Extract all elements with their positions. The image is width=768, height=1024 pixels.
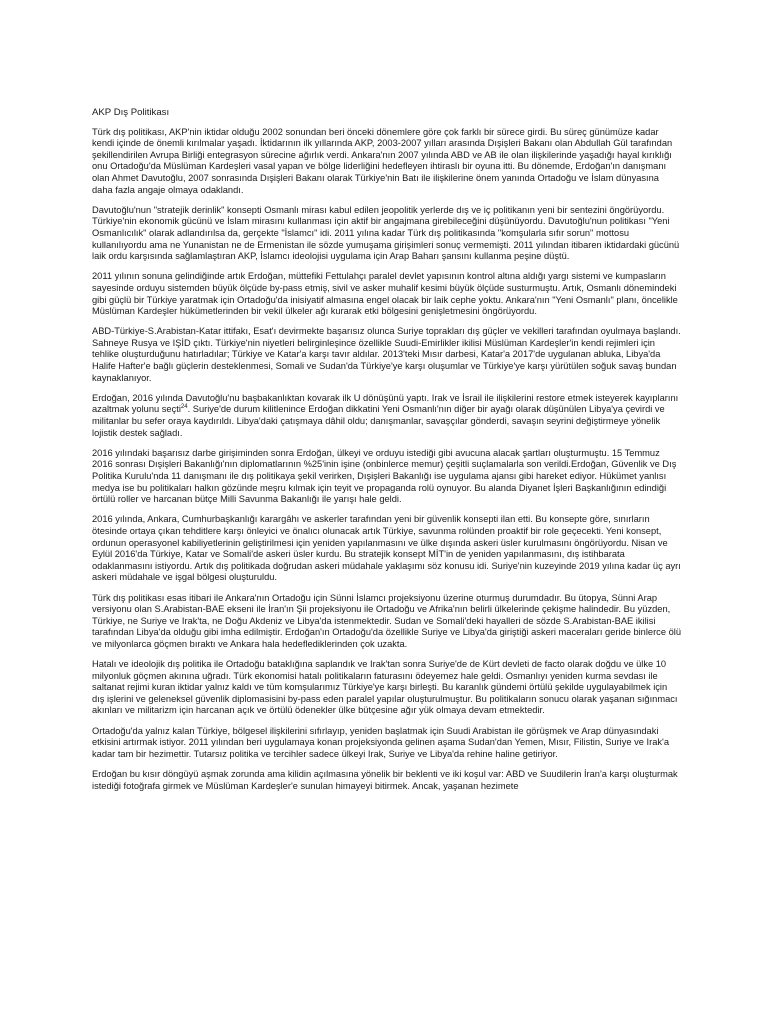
document-title: AKP Dış Politikası (92, 107, 170, 118)
paragraph-5-text: Erdoğan, 2016 yılında Davutoğlu'nu başbakanlıktan kovarak ilk U dönüşünü yaptı. Irak ve İsrail ile ilişkilerini restore etmek isteyerek kayıplarını azaltmak yolunu seçti (92, 392, 679, 415)
paragraph-4: ABD-Türkiye-S.Arabistan-Katar ittifakı, Esat'ı devirmekte başarısız olunca Suriye toprakları dış güçler ve vekilleri tarafından oyulmaya başlandı. Sahneye Rusya ve IŞİD çıktı. Türkiye'nin niyetleri belirginleşince özellikle Suudi-Emirlikler ikilisi Müslüman Kardeşler'in kendi rejimleri için tehlike oluşturduğunu hatırladılar; Türkiye ve Katar'a karşı tavır aldılar. 2013'teki Mısır darbesi, Katar'a 2017'de uygulanan abluka, Libya'da Halife Hafter'e bağlı güçlerin desteklenmesi, Somali ve Sudan'da Türkiye'ye karşı oluşumlar ve Türkiye'ye karşı yürütülen soğuk savaş bundan kaynaklanıyor. (92, 326, 681, 383)
paragraph-7: 2016 yılında, Ankara, Cumhurbaşkanlığı karargâhı ve askerler tarafından yeni bir güvenlik konsepti ilan etti. Bu konsepte göre, sınırların ötesinde ortaya çıkan tehditlere karşı önleyici ve önalıcı olunacak artık Türkiye, savunma rolünden proaktif bir role geçecekti. Yeni konsept, ordunun operasyonel kabiliyetlerinin geliştirilmesi için yeniden yapılanmasını ve ülke dışında askeri üsler kurulmasını öngörüyordu. Nisan ve Eylül 2016'da Türkiye, Katar ve Somali'de askeri üsler kurdu. Bu stratejik konsept MİT'in de yeniden yapılanmasını, dış istihbarata odaklanmasını istiyordu. Artık dış politikada doğrudan askeri müdahale yaklaşımı söz konusu idi. Suriye'nin kuzeyinde 2019 yılına kadar üç ayrı askeri müdahale ve işgal bölgesi oluşturuldu. (92, 514, 681, 583)
paragraph-8: Türk dış politikası esas itibari ile Ankara'nın Ortadoğu için Sünni İslamcı projeksiyonu üzerine oturmuş durumdadır. Bu ütopya, Sünni Arap versiyonu olan S.Arabistan-BAE ekseni ile İran'ın Şii projeksiyonu ile Ortadoğu ve Afrika'nın belirli ülkelerinde çekişme halindedir. Bu yüzden, Türkiye, ne Suriye ve Irak'ta, ne Doğu Akdeniz ve Libya'da istenmektedir. Sudan ve Somali'deki hayalleri de sözde S.Arabistan-BAE ikilisi tarafından Libya'da olduğu gibi imha edilmiştir. Erdoğan'ın Ortadoğu'da özellikle Suriye ve Libya'da giriştiği askeri maceraları geride binlerce ölü ve milyonlarca göçmen bıraktı ve Ankara hala hedeflediklerinden çok uzakta. (92, 592, 681, 649)
paragraph-2: Davutoğlu'nun "stratejik derinlik" konsepti Osmanlı mirası kabul edilen jeopolitik yerlerde dış ve iç politikanın yeni bir sentezini öngörüyordu. Türkiye'nin ekonomik gücünü ve İslam mirasını kullanması için aktif bir angajmana girebileceğini düşünüyordu. Davutoğlu'nun politikası "Yeni Osmanlıcılık" olarak adlandırılsa da, gerçekte "İslamcı" idi. 2011 yılına kadar Türk dış politikasında "komşularla sıfır sorun" mottosu kullanılıyordu ama ne Yunanistan ne de Ermenistan ile sözde yumuşama girişimleri sonuç vermemişti. 2011 yılından itibaren iktidardaki gücünü laik ordu karşısında sağlamlaştıran AKP, İslamcı ideolojisi uygulama için Arap Baharı şansını kullanma peşine düştü. (92, 204, 680, 262)
paragraph-9: Hatalı ve ideolojik dış politika ile Ortadoğu bataklığına saplandık ve Irak'tan sonra Suriye'de de Kürt devleti de facto olarak doğdu ve ülke 10 milyonluk göçmen akınına uğradı. Türk ekonomisi hatalı politikaların faturasını ödeyemez hale geldi. Osmanlıyı yeniden kurma sevdası ile saltanat rejimi kuran iktidar yalnız kaldı ve tüm komşularımız Türkiye'ye karşı birleşti. Bu karanlık gündemi örtülü şekilde uygulayabilmek için dış işlerini ve geleneksel güvenlik diplomasisini by-pass eden paralel yapılar oluşturulmuştur. Bu politikaların sonucu olarak yaşanan sığınmacı akınları ve militarizm için harcanan açık ve örtülü ödenekler ülke bütçesine ağır yük olmaya devam etmektedir. (92, 659, 678, 716)
footnote-reference: 24 (180, 404, 188, 411)
paragraph-1: Türk dış politikası, AKP'nin iktidar olduğu 2002 sonundan beri önceki dönemlere göre çok farklı bir sürece girdi. Bu süreç günümüze kadar kendi içinde de önemli kırılmalar yaşadı. İktidarının ilk yıllarında AKP, 2003-2007 yılları arasında Dışişleri Bakanı olan Abdullah Gül tarafından şekillendirilen Avrupa Birliği entegrasyon sürecine ağırlık verdi. Ankara'nın 2007 yılında ABD ve AB ile olan ilişkilerinde yaşadığı hayal kırıklığı onu Ortadoğu'da Müslüman Kardeşleri vasal yapan ve bölge liderliğini hedefleyen ihtiraslı bir oyuna itti. Bu dönemde, Erdoğan'ın danışmanı olan Ahmet Davutoğlu, 2007 sonrasında Dışişleri Bakanı olarak Türkiye'nin Batı ile ilişkilerine önem yanında Ortadoğu ve İslam dünyasına daha fazla angaje olmaya odaklandı. (92, 126, 673, 195)
document-page (92, 107, 682, 801)
paragraph-6: 2016 yılındaki başarısız darbe girişiminden sonra Erdoğan, ülkeyi ve orduyu istediği gibi avucuna alacak şartları oluşturmuştu. 15 Temmuz 2016 sonrası Dışişleri Bakanlığı'nın diplomatlarının %25'inin işine (onbinlerce memur) çeşitli suçlamalarla son verildi.Erdoğan, Güvenlik ve Dış Politika Kurulu'nda 11 danışmanı ile dış politikaya şekil verirken, Dışişleri Bakanlığı ise uygulama ajansı gibi hareket ediyor. Hükümet yanlısı medya ise bu politikaları halkın gözünde meşru kılmak için teyit ve propaganda rolü oynuyor. Bu alanda Diyanet İşleri Başkanlığının edindiği örtülü roller ve harcanan bütçe Milli Savunma Bakanlığı ile yarışı hale geldi. (92, 447, 677, 505)
paragraph-11: Erdoğan bu kısır döngüyü aşmak zorunda ama kilidin açılmasına yönelik bir beklenti ve iki koşul var: ABD ve Suudilerin İran'a karşı oluşturmak istediği fotoğrafa girmek ve Müslüman Kardeşler'e sunulan himayeyi bitirmek. Ancak, yaşanan hezimete (92, 769, 678, 791)
paragraph-10: Ortadoğu'da yalnız kalan Türkiye, bölgesel ilişkilerini sıfırlayıp, yeniden başlatmak için Suudi Arabistan ile görüşmek ve Arap dünyasındaki etkisini artırmak istiyor. 2011 yılından beri uygulamaya konan projeksiyonda gelinen aşama Sudan'dan Yemen, Mısır, Filistin, Suriye ve Irak'a kadar tam bir hezimettir. Tutarsız politika ve tercihler sadece ülkeyi Irak, Suriye ve Libya'da rehine haline getiriyor. (92, 725, 669, 759)
paragraph-5-continuation: . Suriye'de durum kilitlenince Erdoğan dikkatini Yeni Osmanlı'nın diğer bir ayağı olarak düşünülen Libya'ya çevirdi ve militanlar bu sefer oraya kaydırıldı. Libya'daki çatışmaya dâhil oldu; danışmanlar, savaşçılar gönderdi, savaşın seyrini değiştirmeye yönelik lojistik destek sağladı. (92, 404, 665, 438)
paragraph-5 (92, 393, 682, 439)
paragraph-3: 2011 yılının sonuna gelindiğinde artık Erdoğan, müttefiki Fettulahçı paralel devlet yapısının kontrol altına aldığı yargı sistemi ve kumpasların sayesinde orduyu sistemden büyük ölçüde by-pass etmiş, sivil ve asker muhalif kesimi büyük ölçüde susturmuştu. Artık, Osmanlı dönemindeki gibi güçlü bir Türkiye yaratmak için Ortadoğu'da inisiyatif almasına engel olacak bir laik cephe yoktu. Ankara'nın "Yeni Osmanlı" planı, öncelikle Müslüman Kardeşler hükümetlerinden bir vekil ülkeler ağı kurarak etki bölgesini genişletmesini öngörüyordu. (92, 271, 678, 317)
